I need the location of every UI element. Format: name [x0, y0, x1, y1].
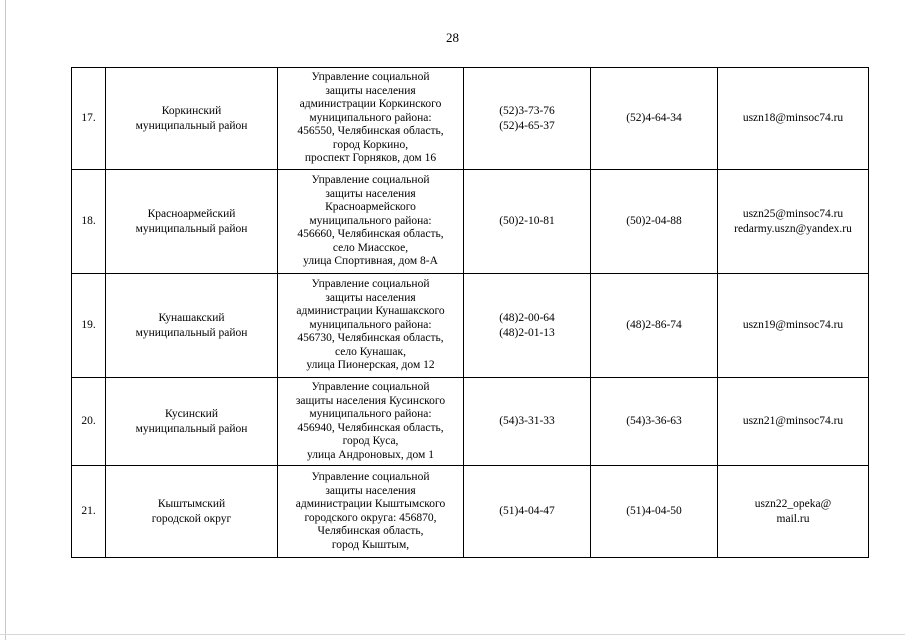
department-cell	[278, 378, 464, 466]
phones-extra-lines	[593, 111, 715, 125]
municipality-cell	[106, 274, 278, 378]
page-number: 28	[446, 30, 459, 45]
cell-line: 456730, Челябинская область,	[297, 332, 444, 345]
cell-line: Коркинский	[161, 105, 222, 118]
email-lines[interactable]	[720, 318, 866, 332]
cell-line: проспект Горняков, дом 16	[304, 152, 437, 165]
department-lines	[280, 174, 461, 269]
cell-line: Управление социальной	[311, 71, 430, 84]
department-lines	[280, 471, 461, 552]
phones-lines	[466, 311, 588, 339]
cell-line: село Миасское,	[332, 241, 409, 254]
phones-extra-cell	[591, 170, 718, 274]
department-lines	[280, 71, 461, 166]
email-cell	[718, 466, 869, 558]
cell-line: (50)2-10-81	[499, 215, 555, 228]
cell-line: муниципального района:	[309, 408, 432, 420]
cell-line[interactable]: uszn22_opeka@	[754, 498, 832, 511]
email-cell	[718, 274, 869, 378]
cell-line: муниципальный район	[135, 326, 248, 339]
cell-line: улица Пионерская, дом 12	[306, 359, 435, 372]
cell-line: защиты населения	[325, 484, 416, 497]
cell-line: администрации Кыштымского	[295, 498, 446, 510]
scan-edge-left	[5, 0, 6, 640]
row-number: 21.	[72, 466, 106, 558]
department-lines	[280, 381, 461, 462]
cell-line[interactable]: redarmy.uszn@yandex.ru	[734, 222, 852, 235]
municipality-cell	[106, 68, 278, 170]
cell-line: городской округ	[151, 512, 232, 525]
phones-extra-lines	[593, 414, 715, 428]
municipality-lines	[108, 104, 275, 132]
cell-line[interactable]: uszn19@minsoc74.ru	[742, 319, 844, 332]
municipality-lines	[108, 407, 275, 435]
municipality-lines	[108, 207, 275, 235]
municipality-cell	[106, 170, 278, 274]
cell-line: муниципальный район	[135, 119, 248, 132]
table-row	[72, 466, 869, 558]
cell-line: муниципального района:	[309, 318, 432, 331]
municipality-lines	[108, 311, 275, 339]
cell-line: 456940, Челябинская область,	[297, 421, 444, 434]
department-cell	[278, 170, 464, 274]
cell-line: администрации Коркинского	[299, 98, 442, 111]
row-number: 19.	[72, 274, 106, 378]
cell-line: муниципального района:	[309, 214, 432, 227]
department-cell	[278, 68, 464, 170]
cell-line: (50)2-04-88	[626, 215, 682, 228]
cell-line: муниципальный район	[135, 222, 248, 235]
department-cell	[278, 466, 464, 558]
cell-line: защиты населения	[325, 291, 416, 304]
phones-extra-lines	[593, 214, 715, 228]
cell-line: муниципального района:	[309, 111, 432, 124]
phones-lines	[466, 214, 588, 228]
phones-extra-cell	[591, 378, 718, 466]
cell-line: город Куса,	[342, 435, 399, 447]
phones-cell	[464, 170, 591, 274]
social-protection-table	[71, 67, 869, 558]
cell-line: муниципальный район	[135, 422, 248, 435]
email-cell	[718, 68, 869, 170]
department-cell	[278, 274, 464, 378]
cell-line[interactable]: mail.ru	[776, 512, 810, 525]
cell-line: (52)4-64-34	[626, 112, 682, 125]
email-lines[interactable]	[720, 497, 866, 525]
phones-cell	[464, 466, 591, 558]
cell-line: город Кыштым,	[331, 538, 410, 551]
email-lines[interactable]	[720, 207, 866, 235]
cell-line: защиты населения	[325, 84, 416, 97]
cell-line: администрации Кунашакского	[296, 305, 445, 318]
cell-line: улица Спортивная, дом 8-А	[303, 255, 438, 268]
phones-cell	[464, 274, 591, 378]
phones-cell	[464, 378, 591, 466]
phones-lines	[466, 504, 588, 518]
cell-line: город Коркино,	[332, 138, 409, 151]
phones-lines	[466, 414, 588, 428]
municipality-cell	[106, 378, 278, 466]
cell-line: Управление социальной	[311, 381, 430, 393]
cell-line: Челябинская область,	[317, 525, 424, 537]
cell-line: (48)2-00-64	[499, 312, 555, 325]
cell-line: (51)4-04-47	[499, 505, 555, 518]
cell-line: улица Андроновых, дом 1	[307, 448, 434, 461]
cell-line: Кусинский	[165, 408, 218, 421]
row-number: 20.	[72, 378, 106, 466]
cell-line[interactable]: uszn25@minsoc74.ru	[742, 208, 844, 221]
cell-line: Кыштымский	[157, 498, 226, 511]
cell-line: село Кунашак,	[335, 345, 406, 358]
row-number: 18.	[72, 170, 106, 274]
cell-line: 456660, Челябинская область,	[297, 228, 444, 241]
cell-line: Управление социальной	[311, 278, 430, 291]
cell-line: защиты населения Кусинского	[295, 394, 446, 407]
phones-extra-cell	[591, 466, 718, 558]
cell-line: (48)2-01-13	[499, 326, 555, 339]
cell-line: Красноармейский	[147, 208, 236, 221]
phones-cell	[464, 68, 591, 170]
cell-line[interactable]: uszn21@minsoc74.ru	[742, 415, 844, 428]
cell-line: Красноармейского	[325, 201, 416, 214]
cell-line: Управление социальной	[311, 174, 430, 187]
department-lines	[280, 278, 461, 373]
cell-line: городского округа: 456870,	[304, 511, 437, 524]
cell-line[interactable]: uszn18@minsoc74.ru	[742, 112, 844, 125]
email-cell	[718, 170, 869, 274]
email-cell	[718, 378, 869, 466]
phones-extra-cell	[591, 68, 718, 170]
email-lines[interactable]	[720, 111, 866, 125]
phones-lines	[466, 104, 588, 132]
email-lines[interactable]	[720, 414, 866, 428]
row-number: 17.	[72, 68, 106, 170]
cell-line: (54)3-31-33	[499, 415, 555, 428]
phones-extra-lines	[593, 504, 715, 518]
municipality-cell	[106, 466, 278, 558]
table-row	[72, 274, 869, 378]
cell-line: 456550, Челябинская область,	[297, 125, 444, 138]
phones-extra-lines	[593, 318, 715, 332]
cell-line: (52)3-73-76	[499, 105, 555, 118]
cell-line: (52)4-65-37	[499, 119, 555, 132]
cell-line: защиты населения	[325, 187, 416, 200]
cell-line: Управление социальной	[311, 471, 430, 483]
cell-line: (54)3-36-63	[626, 415, 682, 428]
table-row	[72, 170, 869, 274]
cell-line: (51)4-04-50	[626, 505, 682, 518]
scan-edge-bottom	[0, 634, 905, 635]
phones-extra-cell	[591, 274, 718, 378]
municipality-lines	[108, 497, 275, 525]
cell-line: (48)2-86-74	[626, 319, 682, 332]
table-row	[72, 68, 869, 170]
table-row	[72, 378, 869, 466]
cell-line: Кунашакский	[158, 312, 225, 325]
